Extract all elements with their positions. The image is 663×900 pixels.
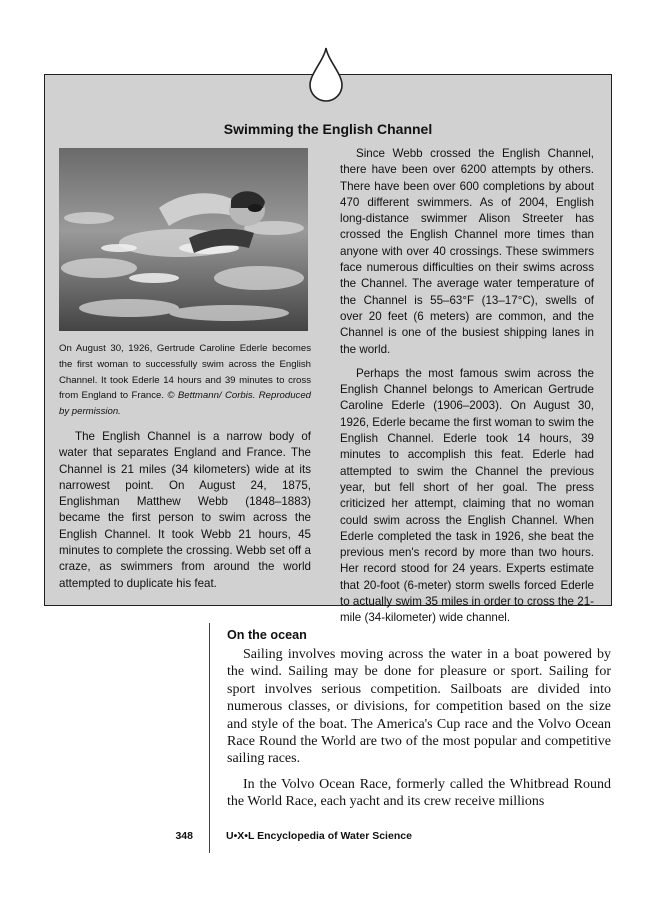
sidebar-box [44,74,612,625]
photo-caption-text: On August 30, 1926, Gertrude Caroline Ederle becomes the first woman to successfully swim across the English Channel. It took Ederle 14 hours and 39 minutes to cross from England to France. [59,343,311,402]
sidebar-right-column [340,146,594,635]
running-title: U•X•L Encyclopedia of Water Science [226,830,412,842]
swimmer-photo [59,148,308,331]
main-paragraph-2: In the Volvo Ocean Race, formerly called the Whitbread Round the World Race, each yacht and its crew receive millions [227,776,611,810]
sidebar-right-paragraph-1: Since Webb crossed the English Channel, there have been over 6200 attempts by others. There have been over 600 completions by about 470 different swimmers. As of 2004, English long-distance swimmer Alison Streeter has crossed the English Channel more times than anyone with over 40 crossings. These swimmers face numerous difficulties on their swims across the Channel. The average water temperature of the Channel is 55–63°F (13–17°C), swells of over 20 feet (6 meters) are common, and the Channel is one of the busiest shipping lanes in the world. [340,147,594,356]
footer-divider [209,826,210,846]
page-number: 348 [175,830,193,842]
margin-rule [209,623,210,853]
main-body-text [227,646,611,819]
sidebar-title: Swimming the English Channel [223,121,433,137]
sidebar-right-paragraph-2: Perhaps the most famous swim across the English Channel belongs to American Gertrude Caroline Ederle (1906–2003). On August 30, 1926, Ederle became the first woman to swim the English Channel. Ederle took 14 hours, 39 minutes to accomplish this feat. Ederle had attempted to swim the Channel the previous year, but fell short of her goal. The press criticized her attempt, claiming that no woman could swim across the English Channel. When Ederle completed the task in 1926, she beat the previous men's record by more than two hours. Her record stood for 24 years. Experts estimate that 20-foot (6-meter) storm swells forced Ederle to actually swim 35 miles in order to cross the 21-mile (34-kilometer) wide channel. [340,366,594,625]
water-drop-icon [306,46,346,102]
photo-caption [59,341,311,420]
photo-credit: © Bettmann/ Corbis. Reproduced by permission. [59,390,311,418]
section-heading: On the ocean [227,628,307,642]
main-paragraph-1: Sailing involves moving across the water in a boat powered by the wind. Sailing may be done for pleasure or sport. Sailing for sport involves serious competition. Sailboats are divided into numerous classes, or divisions, for competition based on the size and style of the boat. The America's Cup race and the Volvo Ocean Race Round the World are two of the most popular and competitive sailing races. [227,647,611,767]
sidebar-left-paragraph: The English Channel is a narrow body of water that separates England and France. The Channel is 21 miles (34 kilometers) wide at its narrowest point. On August 24, 1875, Englishman Matthew Webb (1848–1883) became the first person to swim across the English Channel. It took Webb 21 hours, 45 minutes to complete the crossing. Webb set off a craze, as swimmers from around the world attempted to duplicate his feat. [59,430,311,590]
sidebar-left-column [59,429,311,600]
